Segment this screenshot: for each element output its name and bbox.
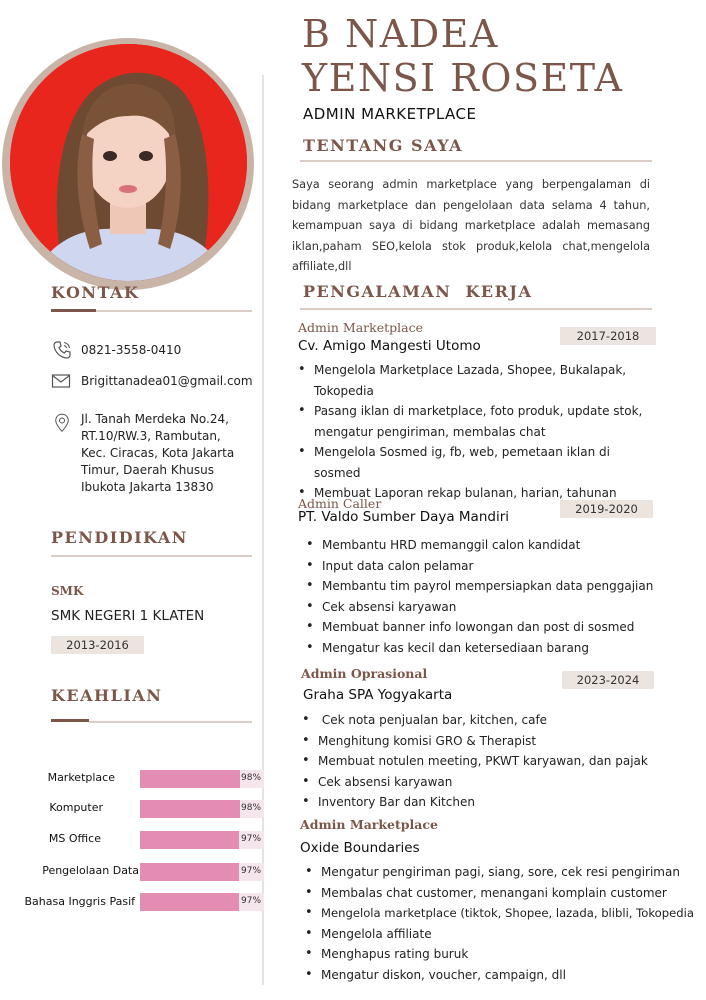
job-company: Oxide Boundaries [300, 840, 420, 856]
duty-item: • Mengelola affiliate [305, 924, 705, 945]
skill-bar-track [140, 770, 264, 788]
about-text: Saya seorang admin marketplace yang berpengalaman di bidang marketplace dan pengelolaan data selama 4 tahun, kemampuan saya di bidang marketplace adalah memasang iklan,paham SEO,kelola stok produk,kelola chat,mengelola affiliate,dll [292, 178, 650, 273]
duty-item: • Mengatur pengiriman pagi, siang, sore, cek resi pengiriman [305, 862, 705, 883]
job-role: ADMIN MARKETPLACE [303, 105, 477, 123]
skill-bar-track [140, 800, 264, 818]
address-line: Jl. Tanah Merdeka No.24, [81, 412, 229, 426]
duty-item: • Cek nota penjualan bar, kitchen, cafe [302, 710, 672, 731]
skill-bar-track [140, 831, 264, 849]
location-pin-icon [52, 413, 72, 433]
duty-item: • Cek absensi karyawan [302, 772, 672, 793]
name-first-line: B NADEA [302, 12, 499, 56]
job-duties [306, 535, 666, 658]
contact-email: Brigittanadea01@gmail.com [81, 374, 253, 388]
contact-phone: 0821-3558-0410 [81, 343, 182, 357]
job-duties [298, 360, 653, 504]
skills-title: KEAHLIAN [51, 686, 163, 705]
duty-item: • Membuat Laporan rekap bulanan, harian, tahunan [298, 483, 653, 504]
skill-label: Marketplace [47, 771, 115, 784]
skill-bar-fill [140, 770, 240, 788]
address-line: Timur, Daerah Khusus [81, 463, 215, 477]
duty-item: • Cek absensi karyawan [306, 597, 666, 618]
skill-bar-fill [140, 863, 239, 881]
skills-rule-accent [51, 719, 89, 722]
job-title: Admin Marketplace [298, 320, 423, 335]
skills-rule [89, 721, 252, 723]
duty-item: • Menghapus rating buruk [305, 944, 705, 965]
duty-item: • Membantu HRD memanggil calon kandidat [306, 535, 666, 556]
job-duties [302, 710, 672, 813]
job-title: Admin Marketplace [300, 817, 438, 832]
education-years: 2013-2016 [51, 636, 144, 654]
skill-percent: 97% [241, 866, 262, 876]
duty-item: • Mengelola marketplace (tiktok, Shopee, lazada, blibli, Tokopedia [305, 903, 705, 924]
skill-label: Komputer [49, 801, 103, 814]
email-icon [51, 371, 71, 391]
skill-label: Pengelolaan Data [42, 864, 139, 877]
phone-icon [52, 340, 72, 360]
duty-item: • Menghitung komisi GRO & Therapist [302, 731, 672, 752]
profile-photo [10, 44, 247, 281]
about-title: TENTANG SAYA [303, 136, 464, 155]
job-years: 2017-2018 [560, 327, 656, 345]
contact-address [81, 411, 261, 496]
duty-item: • Membuat notulen meeting, PKWT karyawan, dan pajak [302, 751, 672, 772]
job-title: Admin Caller [298, 496, 382, 511]
address-line: RT.10/RW.3, Rambutan, [81, 429, 221, 443]
job-title: Admin Oprasional [301, 666, 428, 681]
experience-rule [300, 308, 652, 310]
experience-title: PENGALAMAN KERJA [303, 282, 533, 301]
duty-item: • Mengatur kas kecil dan ketersediaan barang [306, 638, 666, 659]
skill-percent: 97% [241, 896, 262, 906]
skill-bar-fill [140, 831, 239, 849]
education-level: SMK [51, 584, 84, 598]
duty-item: • Membantu tim payrol mempersiapkan data penggajian [306, 576, 666, 597]
duty-item: • Mengelola Sosmed ig, fb, web, pemetaan iklan di sosmed [298, 442, 653, 483]
skill-label: MS Office [48, 832, 101, 845]
education-rule [51, 555, 252, 557]
skill-bar-track [140, 893, 264, 911]
education-school: SMK NEGERI 1 KLATEN [51, 608, 205, 624]
job-company: PT. Valdo Sumber Daya Mandiri [298, 509, 510, 525]
skill-bar-fill [140, 800, 240, 818]
address-line: Ibukota Jakarta 13830 [81, 480, 214, 494]
duty-item: • Pasang iklan di marketplace, foto produk, update stok, mengatur pengiriman, membalas chat [298, 401, 653, 442]
job-company: Graha SPA Yogyakarta [303, 687, 453, 703]
skill-percent: 98% [241, 773, 262, 783]
contact-rule-accent [51, 309, 96, 312]
job-duties [305, 862, 705, 985]
skill-label: Bahasa Inggris Pasif [24, 895, 135, 908]
job-company: Cv. Amigo Mangesti Utomo [298, 338, 481, 354]
name-second-line: YENSI ROSETA [302, 56, 624, 100]
duty-item: • Inventory Bar dan Kitchen [302, 792, 672, 813]
contact-title: KONTAK [51, 283, 140, 302]
duty-item: • Input data calon pelamar [306, 556, 666, 577]
job-years: 2023-2024 [562, 671, 654, 689]
skill-bar-track [140, 863, 264, 881]
duty-item: • Membalas chat customer, menangani komplain customer [305, 883, 705, 904]
education-title: PENDIDIKAN [51, 528, 188, 547]
skill-percent: 98% [241, 803, 262, 813]
duty-item: • Mengatur diskon, voucher, campaign, dll [305, 965, 705, 986]
job-years: 2019-2020 [560, 500, 653, 518]
duty-item: • Membuat banner info lowongan dan post di sosmed [306, 617, 666, 638]
contact-rule [96, 310, 252, 312]
skill-bar-fill [140, 893, 239, 911]
address-line: Kec. Ciracas, Kota Jakarta [81, 446, 235, 460]
about-rule [300, 160, 652, 162]
duty-item: • Mengelola Marketplace Lazada, Shopee, Bukalapak, Tokopedia [298, 360, 653, 401]
skill-percent: 97% [241, 834, 262, 844]
